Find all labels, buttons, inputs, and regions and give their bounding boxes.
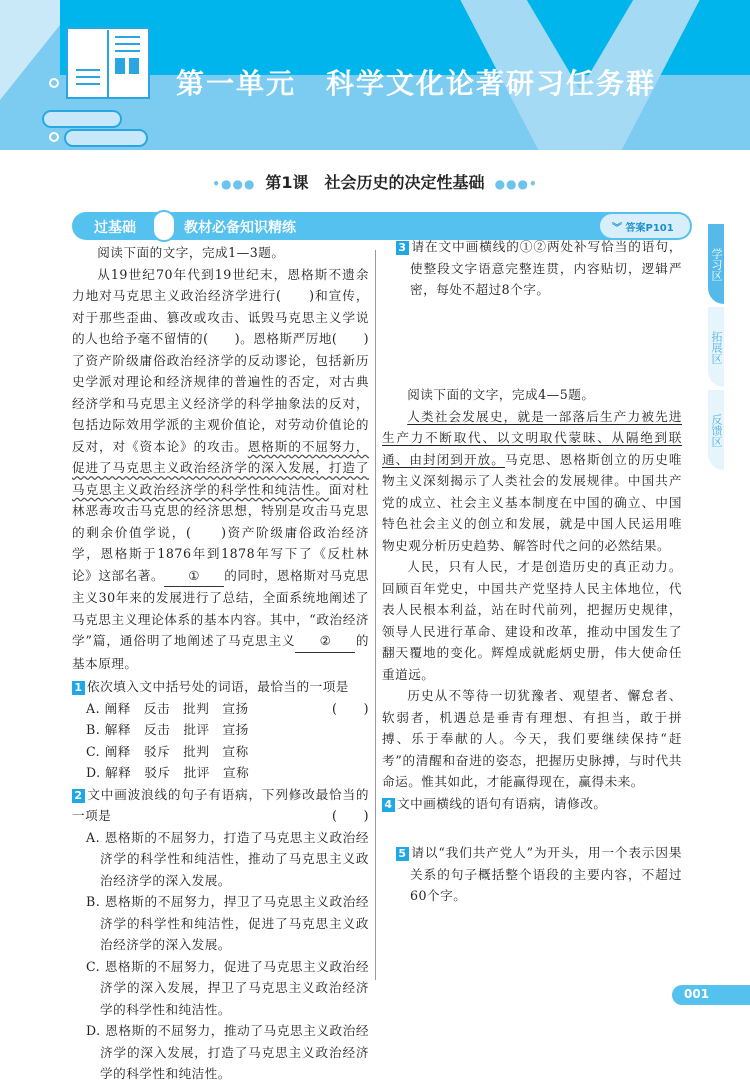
answer-ref-text: 答案P101 — [625, 223, 674, 234]
option-c: C. 恩格斯的不屈努力，促进了马克思主义政治经济学的深入发展，捍卫了马克思主义政治经济学的科学性和纯洁性。 — [86, 958, 369, 1017]
question-number: 3 — [396, 241, 409, 255]
clipboard-icon — [152, 210, 176, 242]
dots-right: ●●●• — [494, 176, 538, 191]
answer-paren: ( ) — [331, 700, 369, 716]
q3-block — [382, 236, 682, 301]
book-icon — [40, 25, 160, 150]
question-number: 1 — [72, 681, 85, 695]
question-text: 文中画波浪线的句子有语病，下列修改最恰当的一项是 — [72, 786, 369, 823]
passage1-text: 的同时，恩格斯对马克思主义30年来的发展进行了总结，全面系统地阐述了马克思主义理论体系的基本内容。其中，“政治经济学”篇，通俗明了地阐述了马克思主义 — [72, 567, 370, 648]
question-number: 4 — [382, 798, 395, 812]
question-text: 请在文中画横线的①②两处补写恰当的语句，使整段文字语意完整连贯，内容贴切，逻辑严密，每处不超过8个字。 — [410, 239, 682, 297]
option-b: B. 恩格斯的不屈努力，捍卫了马克思主义政治经济学的科学性和纯洁性，促进了马克思主义政治经济学的深入发展。 — [86, 894, 369, 952]
page-number: 001 — [672, 985, 750, 1005]
question-text: 请以“我们共产党人”为开头，用一个表示因果关系的句子概括整个语段的主要内容，不超过60个字。 — [410, 845, 682, 903]
unit-banner — [0, 0, 750, 150]
tab-feedback[interactable]: 反馈区 — [708, 390, 724, 470]
wavy-underlined-sentence: 恩格斯的不屈努力，促进了马克思主义政治经济学的深入发展，打造了马克思主义政治经济学的科学性和纯洁性。 — [72, 438, 370, 497]
passage2-text: 马克思、恩格斯创立的历史唯物主义深刻揭示了人类社会的发展规律。中国共产党的成立、社会主义基本制度在中国的确立、中国特色社会主义的创立和发展，就是中国人民运用唯物史观分析历史趋势、解答时代之问的必然结果。 — [382, 451, 683, 553]
unit-title: 第一单元 科学文化论著研习任务群 — [176, 67, 657, 100]
question-1 — [72, 676, 369, 784]
question-number: 2 — [72, 789, 85, 803]
dots-left: •●●● — [212, 176, 256, 191]
tab-extend[interactable]: 拓展区 — [708, 307, 724, 387]
passage1-text: 从19世纪70年代到19世纪末，恩格斯不遗余力地对马克思主义政治经济学进行( )和宣传，对于那些歪曲、篡改或攻击、诋毁马克思主义学说的人也给予毫不留情的( )。恩格斯严厉地( )了资产阶级庸俗政治经济学的反动谬论，包括新历史学派对理论和经济规律的普遍性的否定，对古典经济学和马克思主义经济学的科学抽象法的反对，包括边际效用学派的主观价值论，对劳动价值论的反对，对《资本论》的攻击。 — [72, 266, 369, 454]
passage2 — [382, 384, 682, 814]
blank-1: ① — [164, 565, 224, 588]
option-d: D. 解释 驳斥 批评 宣称 — [86, 765, 250, 780]
passage2-paragraph: 人民，只有人民，才是创造历史的真正动力。回顾百年党史，中国共产党坚持人民主体地位，代表人民根本利益，站在时代前列，把握历史规律，领导人民进行革命、建设和改革，推动中国发生了翻天覆地的变化。辉煌成就彪炳史册，伟大使命任重道远。 — [382, 559, 682, 682]
question-text: 依次填入文中括号处的词语，最恰当的一项是 — [87, 679, 349, 694]
question-number: 5 — [396, 847, 409, 861]
question-2 — [72, 784, 369, 1085]
option-c: C. 阐释 驳斥 批判 宣称 — [86, 743, 249, 759]
underlined-sentence: 人类社会发展史，就是一部落后生产力被先进生产力不断取代、以文明取代蒙昧、从隔绝到联通、由封闭到开放。 — [382, 408, 682, 467]
double-chevron-down-icon: ︾ — [612, 223, 626, 234]
option-b: B. 解释 反击 批评 宣扬 — [86, 722, 249, 737]
question-text: 文中画横线的语句有语病，请修改。 — [397, 795, 607, 811]
blank-2: ② — [295, 630, 355, 653]
option-a: A. 恩格斯的不屈努力，打造了马克思主义政治经济学的科学性和纯洁性，推动了马克思主义政治经济学的深入发展。 — [86, 829, 369, 888]
option-a: A. 阐释 反击 批判 宣扬 — [86, 700, 249, 716]
q5-block — [382, 842, 682, 907]
passage1-text: 的基本原理。 — [72, 633, 369, 671]
passage1 — [72, 264, 369, 675]
passage2-paragraph: 历史从不等待一切犹豫者、观望者、懈怠者、软弱者，机遇总是垂青有理想、有担当，敢于拼搏、乐于奉献的人。今天，我们要继续保持“赶考”的清醒和奋进的姿态，把握历史脉搏，与时代共命运。惟其如此，才能赢得现在，赢得未来。 — [382, 688, 682, 789]
option-d: D. 恩格斯的不屈努力，推动了马克思主义政治经济学的深入发展，打造了马克思主义政治经济学的科学性和纯洁性。 — [86, 1023, 369, 1081]
answer-paren: ( ) — [331, 808, 369, 823]
passage2-intro: 阅读下面的文字，完成4—5题。 — [407, 387, 595, 402]
section-subtitle: 教材必备知识精练 — [184, 220, 296, 236]
left-column — [72, 242, 369, 1085]
side-tabs — [708, 224, 750, 473]
tab-study[interactable]: 学习区 — [708, 224, 724, 304]
passage1-text: 面对杜林恶毒攻击马克思的经济思想，特别是攻击马克思的剩余价值学说，( )资产阶级庸俗政治经济学，恩格斯于1876年到1878年写下了《反杜林论》这部名著。 — [72, 481, 370, 583]
column-divider — [375, 250, 376, 980]
lesson-title: 第1课 社会历史的决定性基础 — [265, 173, 485, 192]
answer-reference[interactable] — [600, 214, 690, 238]
lesson-heading — [0, 170, 750, 193]
passage1-intro: 阅读下面的文字，完成1—3题。 — [97, 245, 285, 260]
section-label: 过基础 — [94, 220, 136, 236]
